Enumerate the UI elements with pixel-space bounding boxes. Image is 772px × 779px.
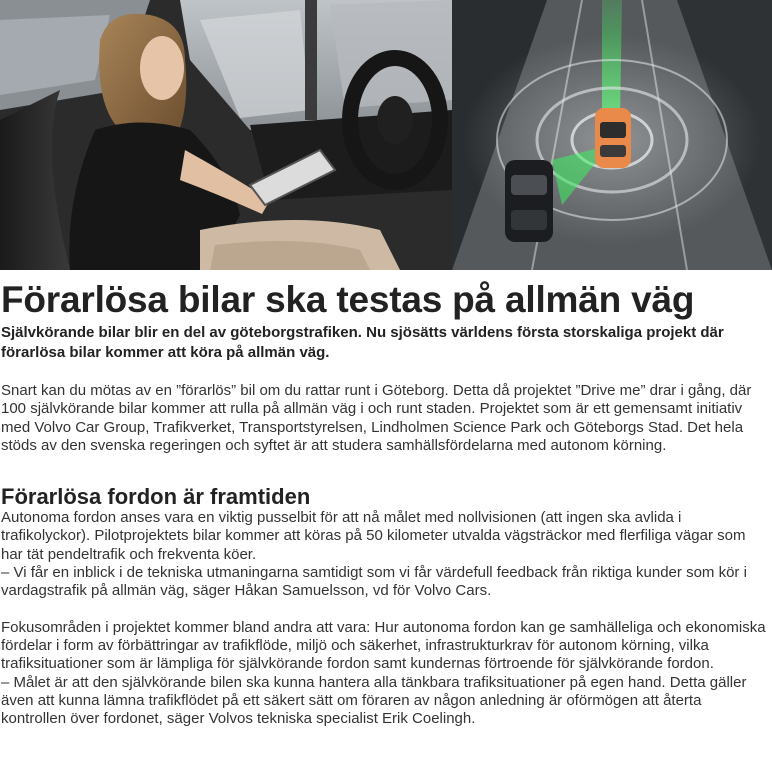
driver-photo-illustration (0, 0, 452, 270)
article-lead: Självkörande bilar blir en del av göteborgstrafiken. Nu sjösätts världens första storskaliga projekt där förarlösa bilar kommer att köra på allmän väg. (1, 324, 724, 361)
article-paragraph-3b: – Målet är att den självkörande bilen ska kunna hantera alla tänkbara trafiksituationer på egen hand. Detta gäller även att kunna lämna trafikflödet på ett säkert sätt om föraren av någon anledning är oförmögen att återta kontrollen över fordonet, säger Volvos tekniska specialist Erik Coelingh. (1, 673, 747, 728)
article-paragraph-1: Snart kan du mötas av en ”förarlös” bil om du rattar runt i Göteborg. Detta då projektet ”Drive me” drar i gång, där 100 självkörande bilar kommer att rulla på allmän väg i och runt staden. Projektet som är ett gemensamt initiativ med Volvo Car Group, Trafikverket, Transportstyrelsen, Lindholmen Science Park och Göteborgs Stad. Det hela stöds av den svenska regeringen och syftet är att studera samhällsfördelarna med autonom körning. (1, 382, 752, 454)
article-paragraph-3a: Fokusområden i projektet kommer bland andra att vara: Hur autonoma fordon kan ge samhälleliga och ekonomiska fördelar i form av förbättringar av trafikflöde, miljö och säkerhet, infrastrukturkrav för autonom körning, vilka trafiksituationer som är lämpliga för självkörande fordon samt kundernas förtroende för självkörande fordon. (1, 618, 766, 673)
hero-sensor-visualization (452, 0, 772, 270)
hero-photo-driver (0, 0, 452, 270)
article-paragraph-2b: – Vi får en inblick i de tekniska utmaningarna samtidigt som vi får värdefull feedback från riktiga kunder som kör i vardagstrafik på allmän väg, säger Håkan Samuelsson, vd för Volvo Cars. (1, 564, 747, 600)
article-title: Förarlösa bilar ska testas på allmän väg (1, 279, 695, 320)
hero-images (0, 0, 772, 270)
article (1, 279, 769, 728)
sensor-visualization-illustration (452, 0, 772, 270)
article-subheading: Förarlösa fordon är framtiden (1, 484, 311, 510)
article-paragraph-2a: Autonoma fordon anses vara en viktig pusselbit för att nå målet med nollvisionen (att ingen ska avlida i trafikolyckor). Pilotprojektets bilar kommer att köras på 50 kilometer utvalda vägsträckor med flerfiliga vägar som har tät pendeltrafik och frekventa köer. (1, 509, 746, 563)
